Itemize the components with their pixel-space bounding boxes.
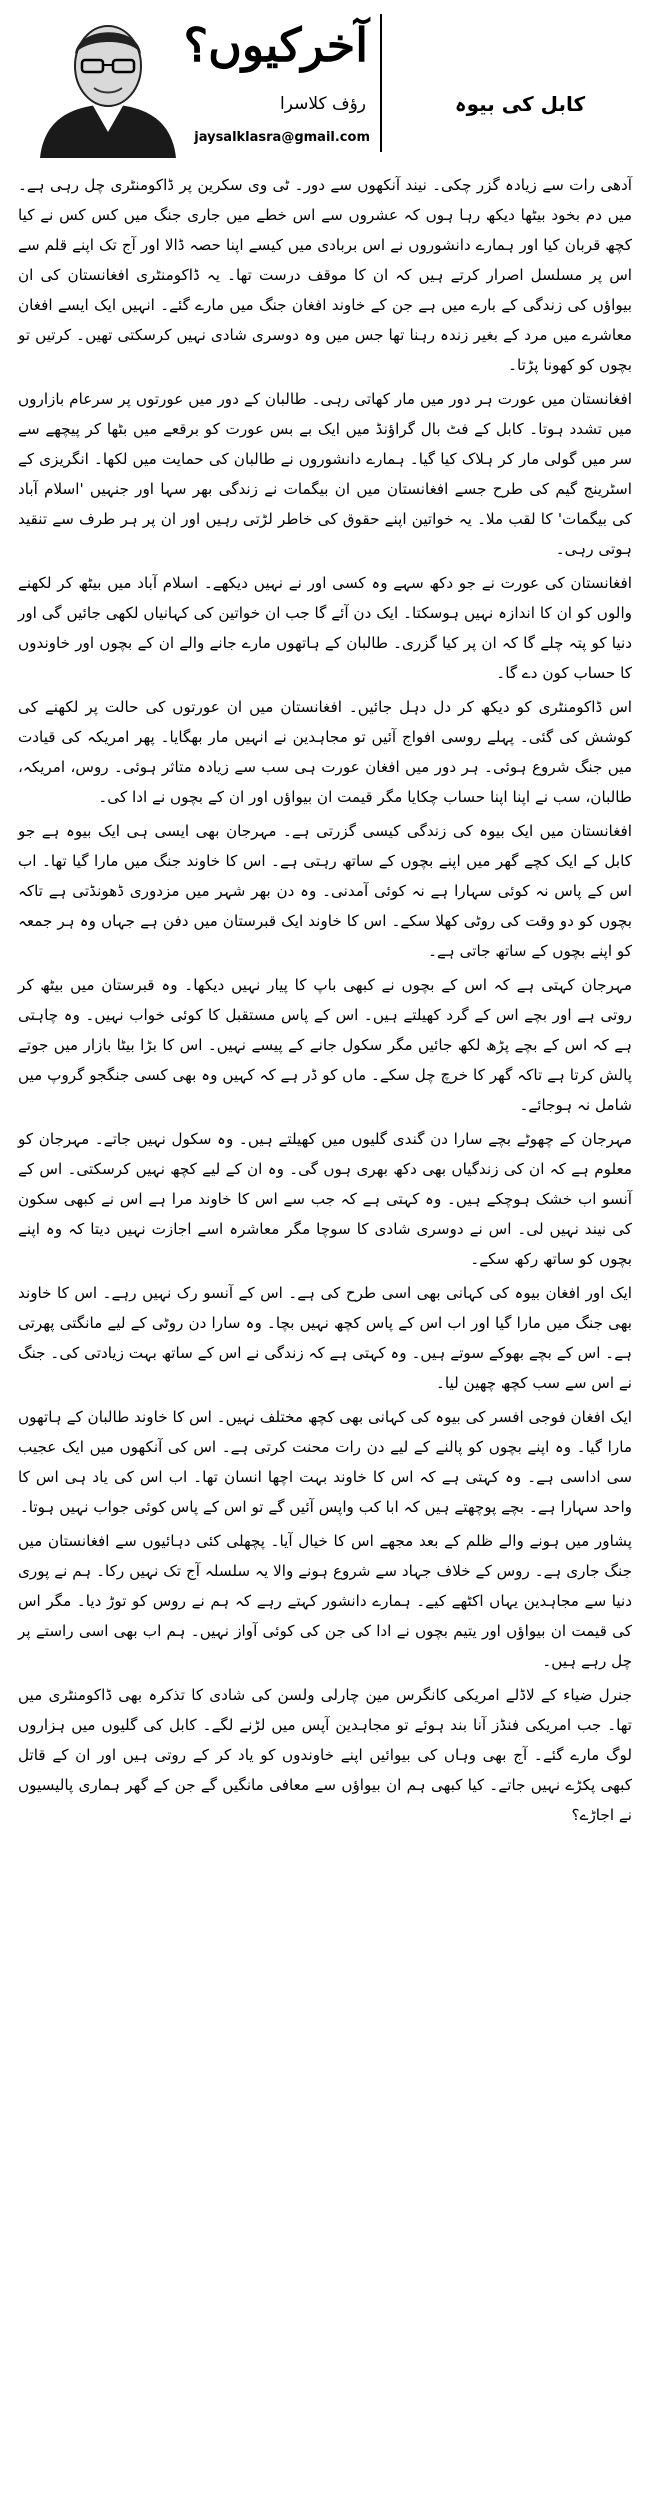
- article-paragraph: جنرل ضیاء کے لاڈلے امریکی کانگرس مین چارلی ولسن کی شادی کا تذکرہ بھی ڈاکومنٹری میں تھا۔ جب امریکی فنڈز آنا بند ہوئے تو مجاہدین آپس میں لڑنے لگے۔ کابل کی گلیوں میں ہزاروں لوگ مارے گئے۔ آج بھی وہاں کی بیوائیں اپنے خاوندوں کو یاد کر کے روتی ہیں اور ان کے قاتل کبھی پکڑے نہیں جاتے۔ کیا کبھی ہم ان بیواؤں سے معافی مانگیں گے جن کے گھر ہماری پالیسیوں نے اجاڑے؟: [18, 1686, 632, 1824]
- article-paragraph: مہرجان کہتی ہے کہ اس کے بچوں نے کبھی باپ کا پیار نہیں دیکھا۔ وہ قبرستان میں بیٹھ کر روتی ہے اور بچے اس کے گرد کھیلتے ہیں۔ اس کے پاس مستقبل کا کوئی خواب نہیں۔ وہ چاہتی ہے کہ اس کے بچے پڑھ لکھ جائیں مگر سکول جانے کے پیسے نہیں۔ اس کا بڑا بیٹا بازار میں جوتے پالش کرتا ہے تاکہ گھر کا خرچ چل سکے۔ ماں کو ڈر ہے کہ کہیں وہ بھی کسی جنگجو گروپ میں شامل نہ ہوجائے۔: [18, 976, 632, 1114]
- article-headline: کابل کی بیوہ: [454, 92, 586, 116]
- article-paragraph: افغانستان میں ایک بیوہ کی زندگی کیسی گزرتی ہے۔ مہرجان بھی ایسی ہی ایک بیوہ ہے جو کابل کے ایک کچے گھر میں اپنے بچوں کے ساتھ رہتی ہے۔ اس کا خاوند جنگ میں مارا گیا تھا۔ اب اس کے پاس نہ کوئی سہارا ہے نہ کوئی آمدنی۔ وہ دن بھر شہر میں مزدوری ڈھونڈتی ہے تاکہ بچوں کو دو وقت کی روٹی کھلا سکے۔ اس کا خاوند ایک قبرستان میں دفن ہے جہاں وہ ہر جمعہ کو اپنے بچوں کے ساتھ جاتی ہے۔: [18, 822, 632, 960]
- article-paragraph: افغانستان کی عورت نے جو دکھ سہے وہ کسی اور نے نہیں دیکھے۔ اسلام آباد میں بیٹھ کر لکھنے والوں کو ان کا اندازہ نہیں ہوسکتا۔ ایک دن آئے گا جب ان خواتین کی کہانیاں لکھی جائیں گی اور دنیا کو پتہ چلے گا کہ ان پر کیا گزری۔ طالبان کے ہاتھوں مارے جانے والے ان کے بچوں اور خاوندوں کا حساب کون دے گا۔: [18, 574, 632, 682]
- column-masthead: [183, 14, 382, 152]
- column-header: [0, 0, 650, 160]
- article-paragraph: مہرجان کے چھوٹے بچے سارا دن گندی گلیوں میں کھیلتے ہیں۔ وہ سکول نہیں جاتے۔ مہرجان کو معلوم ہے کہ ان کی زندگیاں بھی دکھ بھری ہوں گی۔ وہ ان کے لیے کچھ نہیں کرسکتی۔ اس کے آنسو اب خشک ہوچکے ہیں۔ وہ کہتی ہے کہ جب سے اس کا خاوند مرا ہے اس نے کبھی سکون کی نیند نہیں لی۔ اس نے دوسری شادی کا سوچا مگر معاشرہ اسے اجازت نہیں دیتا کہ وہ اپنے بچوں کو ساتھ رکھ سکے۔: [18, 1130, 632, 1268]
- article-paragraph: اس ڈاکومنٹری کو دیکھ کر دل دہل جائیں۔ افغانستان میں ان عورتوں کی حالت پر لکھنے کی کوشش کی گئی۔ پہلے روسی افواج آئیں تو مجاہدین نے انہیں مار بھگایا۔ پھر امریکہ کی قیادت میں جنگ شروع ہوئی۔ ہر دور میں افغان عورت ہی سب سے زیادہ متاثر ہوئی۔ روس، امریکہ، طالبان، سب نے اپنا اپنا حساب چکایا مگر قیمت ان بیواؤں اور ان کے بچوں نے ادا کی۔: [18, 698, 632, 806]
- article-paragraph: پشاور میں ہونے والے ظلم کے بعد مجھے اس کا خیال آیا۔ پچھلی کئی دہائیوں سے افغانستان میں جنگ جاری ہے۔ روس کے خلاف جہاد سے شروع ہونے والا یہ سلسلہ آج تک نہیں رکا۔ ہم نے پوری دنیا سے مجاہدین یہاں اکٹھے کیے۔ ہمارے دانشور کہتے رہے کہ ہم نے روس کو توڑ دیا۔ مگر اس کی قیمت ان بیواؤں اور یتیم بچوں نے ادا کی جن کی کوئی آواز نہیں۔ ہم اب بھی اسی راستے پر چل رہے ہیں۔: [18, 1532, 632, 1670]
- author-portrait-icon: [22, 8, 194, 158]
- column-title: آخرکیوں؟: [183, 18, 368, 72]
- article-paragraph: افغانستان میں عورت ہر دور میں مار کھاتی رہی۔ طالبان کے دور میں عورتوں پر سرعام بازاروں میں تشدد ہوتا۔ کابل کے فٹ بال گراؤنڈ میں ایک بے بس عورت کو برقعے میں بٹھا کر پیچھے سے سر میں گولی مار کر ہلاک کیا گیا۔ ہمارے دانشوروں نے طالبان کی حمایت میں لکھا۔ انگریزی کے اسٹرینج گیم کی طرح جسے افغانستان میں ان بیگمات نے زندگی بھر سہا اور جنہیں 'اسلام آباد کی بیگمات' کا لقب ملا۔ یہ خواتین اپنے حقوق کی خاطر لڑتی رہیں اور ان پر ہر طرف سے تنقید ہوتی رہی۔: [18, 390, 632, 558]
- author-photo: [22, 8, 194, 158]
- article-paragraph: ایک اور افغان بیوہ کی کہانی بھی اسی طرح کی ہے۔ اس کے آنسو رک نہیں رہے۔ اس کا خاوند بھی جنگ میں مارا گیا اور اب اس کے پاس کچھ نہیں بچا۔ وہ سارا دن روٹی کے لیے مانگتی پھرتی ہے۔ اس کے بچے بھوکے سوتے ہیں۔ وہ کہتی ہے کہ زندگی نے اس کے ساتھ بہت زیادتی کی۔ جنگ نے اس سے سب کچھ چھین لیا۔: [18, 1284, 632, 1392]
- article-paragraph: ایک افغان فوجی افسر کی بیوہ کی کہانی بھی کچھ مختلف نہیں۔ اس کا خاوند طالبان کے ہاتھوں مارا گیا۔ وہ اپنے بچوں کو پالنے کے لیے دن رات محنت کرتی ہے۔ اس کی آنکھوں میں ایک عجیب سی اداسی ہے۔ وہ کہتی ہے کہ اس کا خاوند بہت اچھا انسان تھا۔ اب اس کی یاد ہی اس کا واحد سہارا ہے۔ بچے پوچھتے ہیں کہ ابا کب واپس آئیں گے تو اس کے پاس کوئی جواب نہیں ہوتا۔: [18, 1408, 632, 1516]
- article-body: [18, 170, 632, 1834]
- author-email[interactable]: jaysalklasra@gmail.com: [194, 130, 370, 145]
- article-paragraph: آدھی رات سے زیادہ گزر چکی۔ نیند آنکھوں سے دور۔ ٹی وی سکرین پر ڈاکومنٹری چل رہی ہے۔ میں دم بخود بیٹھا دیکھ رہا ہوں کہ عشروں سے اس خطے میں جاری جنگ میں کس کس نے کیا کچھ قربان کیا اور ہمارے دانشوروں نے اس بربادی میں کیسے اپنا حصہ ڈالا اور آج تک اپنے قلم سے اس پر مسلسل اصرار کرتے ہیں کہ ان کا موقف درست تھا۔ یہ ڈاکومنٹری افغانستان کی ان بیواؤں کی زندگی کے بارے میں ہے جن کے خاوند افغان جنگ میں مارے گئے۔ انہیں ایک ایسے افغان معاشرے میں مرد کے بغیر زندہ رہنا تھا جس میں وہ دوسری شادی نہیں کرسکتی تھیں۔ کرتیں تو بچوں کو کھونا پڑتا۔: [18, 176, 632, 374]
- author-name: رؤف کلاسرا: [279, 94, 366, 114]
